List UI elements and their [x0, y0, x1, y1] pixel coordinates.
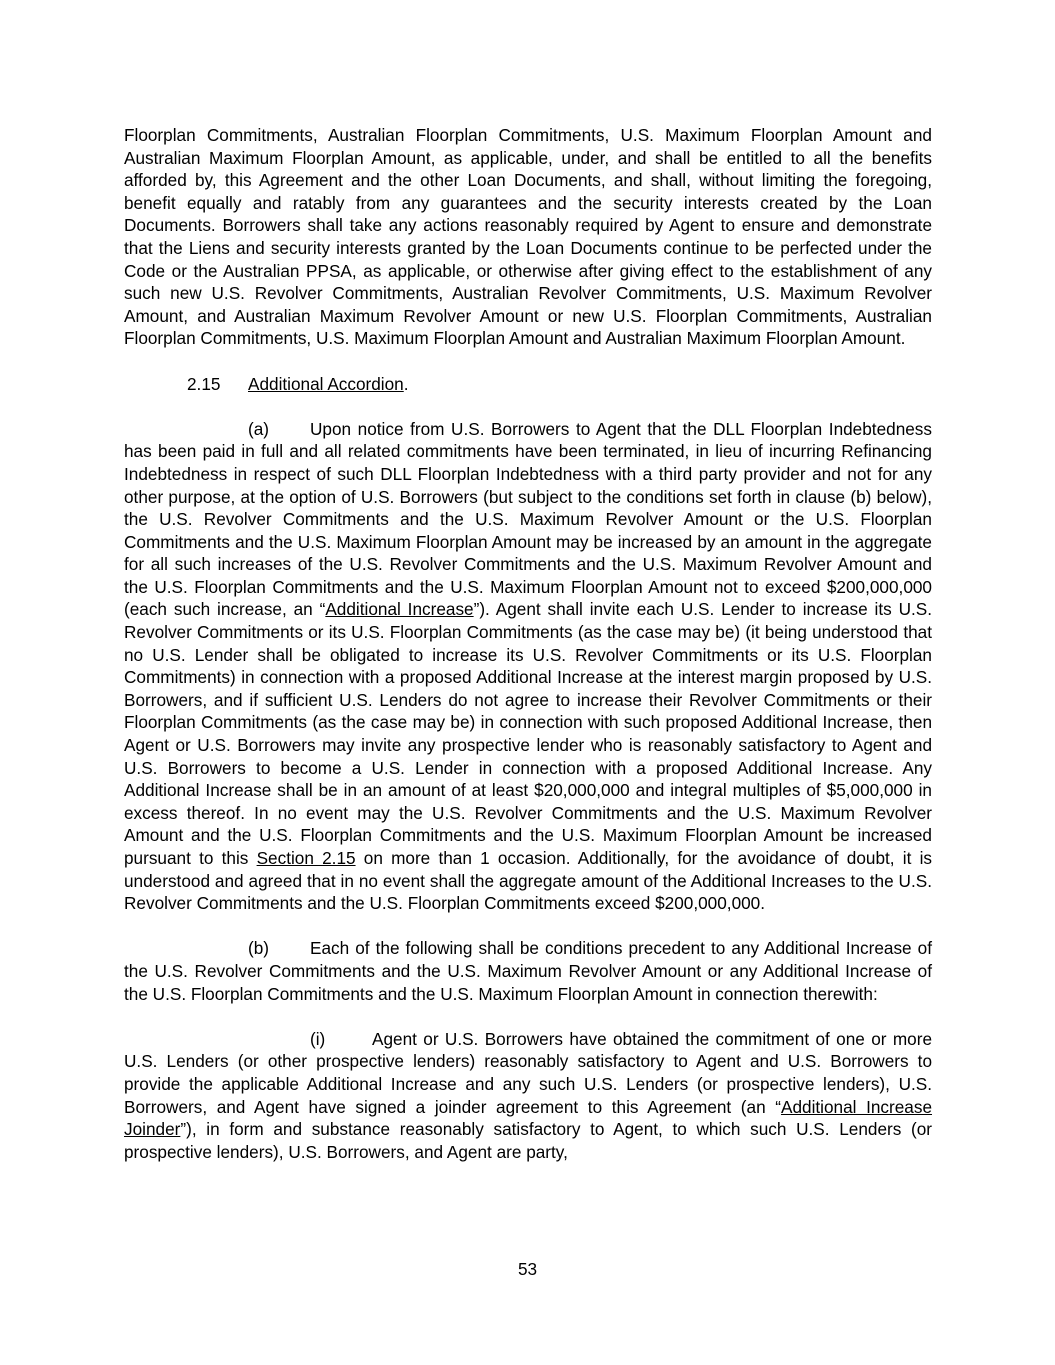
paragraph-i [124, 1028, 932, 1164]
section-title: Additional Accordion [248, 373, 404, 394]
defined-term-additional-increase-joinder: Additional Increase Joinder [124, 1096, 932, 1140]
paragraph-i-label: (i) [310, 1028, 326, 1049]
paragraph-b-text: Each of the following shall be conditions precedent to any Additional Increase of the U.S. Revolver Commitments and the U.S. Maximum Revolver Amount or any Additional Increase of the U.S. Floorplan Commitments and the U.S. Maximum Floorplan Amount in connection therewith: [124, 938, 932, 1004]
paragraph-b-label: (b) [248, 938, 270, 959]
paragraph-i-text-2: ”), in form and substance reasonably satisfactory to Agent, to which such U.S. Lenders (or prospective lenders), U.S. Borrowers, and Agent are party, [124, 1119, 932, 1162]
paragraph-spacer [124, 350, 932, 373]
paragraph-spacer [124, 395, 932, 418]
paragraph-spacer [124, 915, 932, 938]
paragraph-i-text-1: Agent or U.S. Borrowers have obtained the commitment of one or more U.S. Lenders (or other prospective lenders) reasonably satisfactory to Agent and U.S. Borrowers to provide the applicable Additional Increase and any such U.S. Lenders (or prospective lenders), U.S. Borrowers, and Agent have signed a joinder agreement to this Agreement (an “ [124, 1028, 932, 1117]
paragraph-a-text-1: Upon notice from U.S. Borrowers to Agent that the DLL Floorplan Indebtedness has been paid in full and all related commitments have been terminated, in lieu of incurring Refinancing Indebtedness in respect of such DLL Floorplan Indebtedness with a third party provider and not for any other purpose, at the option of U.S. Borrowers (but subject to the conditions set forth in clause (b) below), the U.S. Revolver Commitments and the U.S. Maximum Revolver Amount or the U.S. Floorplan Commitments and the U.S. Maximum Floorplan Amount may be increased by an amount in the aggregate for all such increases of the U.S. Revolver Commitments and the U.S. Maximum Revolver Amount and the U.S. Floorplan Commitments and the U.S. Maximum Floorplan Amount not to exceed $200,000,000 (each such increase, an “ [124, 418, 932, 620]
defined-term-additional-increase: Additional Increase [325, 599, 474, 620]
section-reference: Section 2.15 [256, 848, 356, 868]
paragraph-a-label: (a) [248, 418, 270, 439]
paragraph-b [124, 937, 932, 1005]
paragraph-spacer [124, 1005, 932, 1028]
paragraph-a-text-2: ”). Agent shall invite each U.S. Lender to increase its U.S. Revolver Commitments or its U.S. Floorplan Commitments (as the case may be) (it being understood that no U.S. Lender shall be obligated to increase its U.S. Revolver Commitments or its U.S. Floorplan Commitments) in connection with a proposed Additional Increase at the interest margin proposed by U.S. Borrowers, and if sufficient U.S. Lenders do not agree to increase their Revolver Commitments or their Floorplan Commitments (as the case may be) in connection with such proposed Additional Increase, then Agent or U.S. Borrowers may invite any prospective lender who is reasonably satisfactory to Agent and U.S. Borrowers to become a U.S. Lender in connection with a proposed Additional Increase. Any Additional Increase shall be in an amount of at least $20,000,000 and integral multiples of $5,000,000 in excess thereof. In no event may the U.S. Revolver Commitments and the U.S. Maximum Revolver Amount and the U.S. Floorplan Commitments and the U.S. Maximum Floorplan Amount be increased pursuant to this [124, 599, 933, 868]
section-number: 2.15 [187, 373, 221, 394]
intro-paragraph: Floorplan Commitments, Australian Floorplan Commitments, U.S. Maximum Floorplan Amount and Australian Maximum Floorplan Amount, as applicable, under, and shall be entitled to all the benefits afforded by, this Agreement and the other Loan Documents, and shall, without limiting the foregoing, benefit equally and ratably from any guarantees and the security interests created by the Loan Documents. Borrowers shall take any actions reasonably required by Agent to ensure and demonstrate that the Liens and security interests granted by the Loan Documents continue to be perfected under the Code or the Australian PPSA, as applicable, or otherwise after giving effect to the establishment of any such new U.S. Revolver Commitments, Australian Revolver Commitments, U.S. Maximum Revolver Amount, and Australian Maximum Revolver Amount or new U.S. Floorplan Commitments, Australian Floorplan Commitments, U.S. Maximum Floorplan Amount and Australian Maximum Floorplan Amount. [124, 125, 932, 349]
document-page [124, 124, 932, 1163]
section-heading [124, 373, 932, 396]
section-title-period: . [403, 373, 409, 394]
paragraph-a-text-3: on more than 1 occasion. Additionally, for the avoidance of doubt, it is understood and agreed that in no event shall the aggregate amount of the Additional Increases to the U.S. Revolver Commitments and the U.S. Floorplan Commitments exceed $200,000,000. [124, 848, 932, 914]
page-number: 53 [517, 1259, 538, 1279]
paragraph-a [124, 418, 932, 915]
